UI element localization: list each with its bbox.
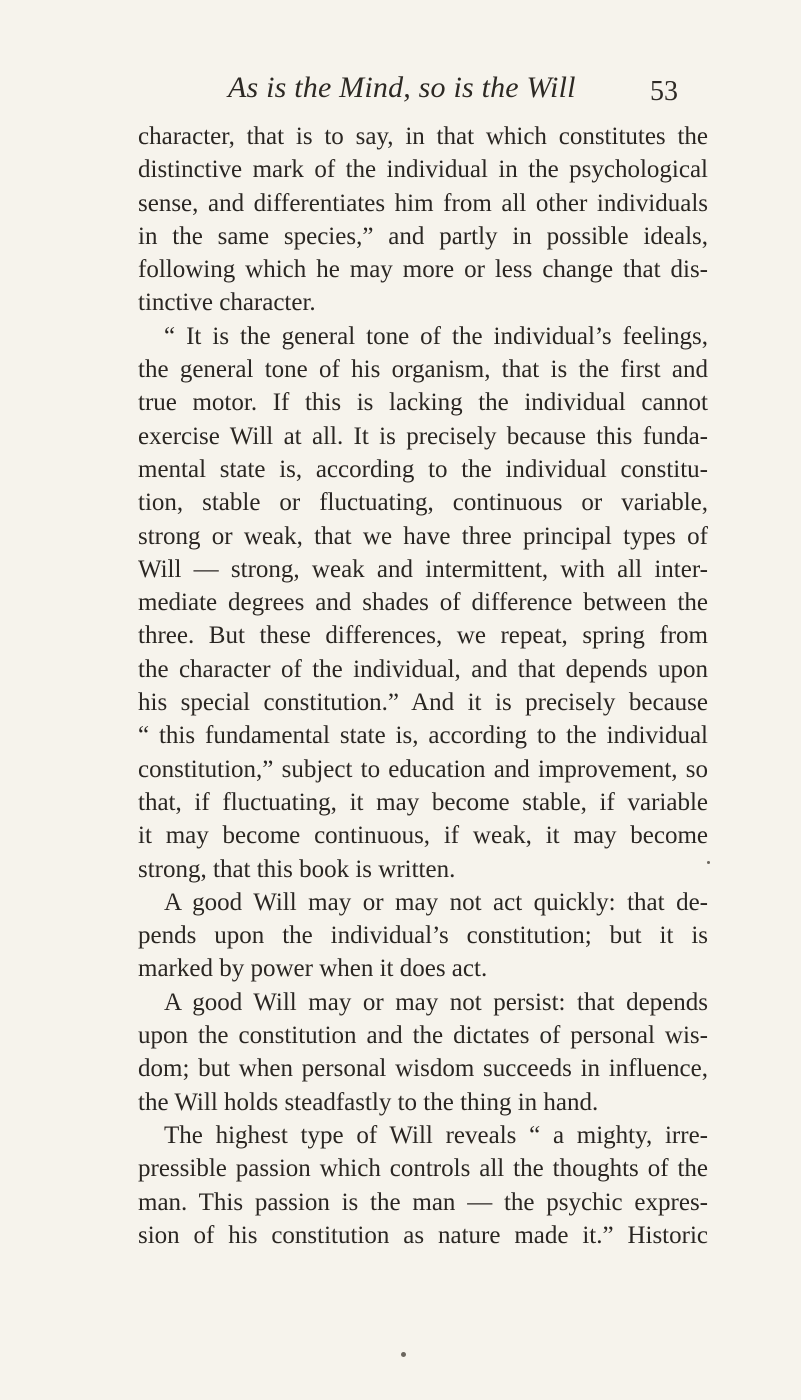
text-line: Will — strong, weak and intermittent, with all inter- bbox=[138, 555, 708, 583]
text-line: his special constitution.” And it is precisely because bbox=[138, 689, 708, 717]
text-line: three. But these differences, we repeat, spring from bbox=[138, 622, 708, 650]
text-line: strong or weak, that we have three principal types of bbox=[138, 522, 708, 550]
text-line: “ It is the general tone of the individual’s feelings, bbox=[164, 322, 708, 350]
text-line: it may become continuous, if weak, it may become bbox=[138, 822, 708, 850]
text-line: exercise Will at all. It is precisely because this funda- bbox=[138, 422, 708, 450]
text-line: the Will holds steadfastly to the thing in hand. bbox=[138, 1088, 599, 1116]
text-line: mediate degrees and shades of difference between the bbox=[138, 589, 708, 617]
text-line: sion of his constitution as nature made it.” Historic bbox=[138, 1221, 708, 1249]
text-line: distinctive mark of the individual in the psychological bbox=[138, 156, 708, 184]
text-line: tion, stable or fluctuating, continuous or variable, bbox=[138, 489, 708, 517]
text-line: in the same species,” and partly in possible ideals, bbox=[138, 222, 708, 250]
running-title: As is the Mind, so is the Will bbox=[228, 71, 576, 104]
text-line: A good Will may or may not act quickly: that de- bbox=[164, 888, 708, 916]
text-line: constitution,” subject to education and improvement, so bbox=[138, 755, 708, 783]
text-line: “ this fundamental state is, according to the individual bbox=[138, 722, 708, 750]
body-text bbox=[138, 120, 708, 1252]
text-line: sense, and differentiates him from all other individuals bbox=[138, 189, 708, 217]
text-line: that, if fluctuating, it may become stable, if variable bbox=[138, 788, 708, 816]
text-line: The highest type of Will reveals “ a mighty, irre- bbox=[164, 1121, 708, 1149]
running-head bbox=[0, 68, 801, 108]
text-line: dom; but when personal wisdom succeeds in influence, bbox=[138, 1055, 708, 1083]
text-line: true motor. If this is lacking the individual cannot bbox=[138, 389, 708, 417]
paper-speck bbox=[707, 861, 710, 864]
text-line: man. This passion is the man — the psychic expres- bbox=[138, 1188, 708, 1216]
text-line: upon the constitution and the dictates of personal wis- bbox=[138, 1022, 708, 1050]
text-line: character, that is to say, in that which constitutes the bbox=[138, 123, 708, 150]
text-line: the general tone of his organism, that is the first and bbox=[138, 356, 708, 384]
text-line: the character of the individual, and that depends upon bbox=[138, 655, 708, 683]
text-line: pressible passion which controls all the thoughts of the bbox=[138, 1155, 708, 1183]
text-line: A good Will may or may not persist: that depends bbox=[164, 988, 708, 1016]
text-line: following which he may more or less change that dis- bbox=[138, 256, 708, 284]
text-line: pends upon the individual’s constitution; but it is bbox=[138, 922, 708, 950]
text-line: strong, that this book is written. bbox=[138, 855, 456, 883]
text-line: mental state is, according to the individual constitu- bbox=[138, 455, 708, 483]
page-number: 53 bbox=[650, 76, 678, 107]
text-line: marked by power when it does act. bbox=[138, 955, 488, 983]
text-line: tinctive character. bbox=[138, 289, 316, 317]
paper-speck bbox=[401, 1352, 406, 1357]
